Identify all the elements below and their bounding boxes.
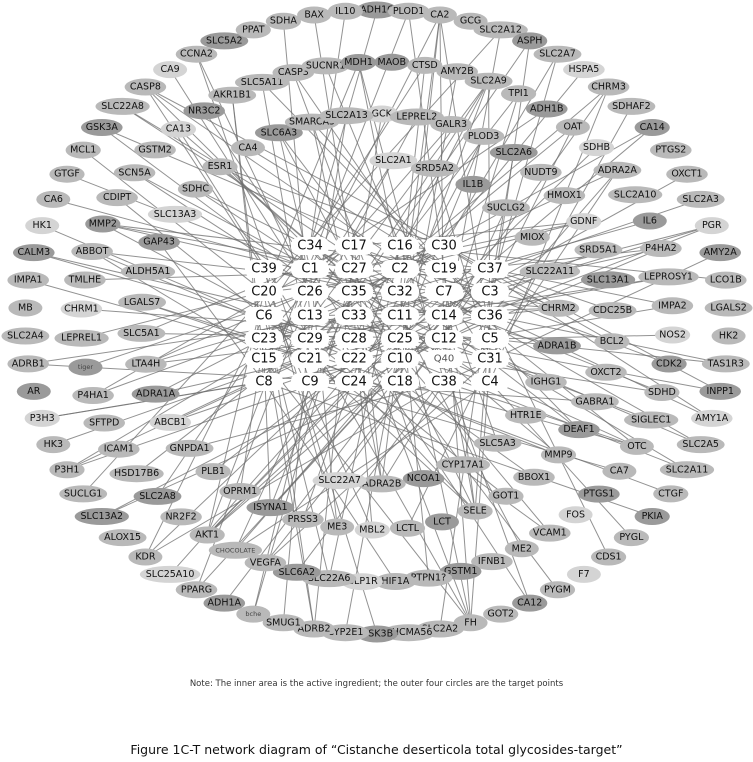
target-label: SIGLEC1 [631, 414, 672, 426]
target-label: P4HA2 [645, 243, 677, 254]
target-label: SDHAF2 [612, 100, 651, 112]
target-label: LTA4H [131, 358, 161, 370]
target-label: VEGFA [249, 557, 281, 569]
target-label: MDH1 [344, 57, 373, 68]
target-label: SCN5A [118, 167, 151, 179]
target-label: F7 [578, 568, 590, 580]
target-label: MAOB [377, 56, 407, 68]
target-label: LEPROSY1 [644, 271, 693, 283]
target-label: BCL2 [599, 336, 625, 348]
target-label: ISYNA1 [253, 502, 288, 514]
ingredient-label: C10 [387, 351, 413, 367]
target-label: P3H1 [54, 464, 80, 476]
target-label: MBL2 [359, 524, 386, 536]
ingredient-label: C9 [301, 374, 319, 390]
ingredient-label: C17 [341, 238, 367, 254]
target-label: PKIA [641, 511, 663, 522]
ingredient-label: C39 [251, 261, 277, 277]
target-label: ADRB2 [297, 623, 331, 635]
target-label: ESR1 [207, 161, 233, 173]
target-label: SLC2A11 [665, 464, 709, 476]
target-label: CA13 [165, 123, 192, 135]
target-label: SLC22A8 [101, 100, 144, 112]
ingredient-label: C37 [477, 261, 503, 277]
target-label: bche [245, 610, 262, 619]
target-label: LCTL [395, 522, 420, 534]
target-label: SUCNR1 [305, 60, 346, 72]
target-label: HK1 [32, 220, 52, 232]
target-label: NCOA1 [406, 473, 441, 485]
ingredient-label: C38 [431, 374, 457, 390]
target-label: FOS [566, 509, 586, 521]
target-label: SLC2A3 [682, 193, 719, 205]
target-label: GDNF [570, 216, 598, 228]
target-label: LEPREL2 [396, 111, 438, 123]
target-label: ADRB1 [11, 358, 45, 370]
target-label: FH [464, 617, 477, 629]
ingredient-label: C15 [251, 351, 277, 367]
target-label: GSTM2 [138, 144, 172, 156]
target-label: SLC5A2 [206, 35, 243, 47]
ingredient-label: C12 [431, 331, 457, 347]
ingredient-label: C28 [341, 331, 367, 347]
target-label: HK2 [718, 330, 739, 342]
target-label: DEAF1 [563, 424, 595, 436]
target-label: SLC5A3 [479, 437, 516, 449]
ingredient-label: C13 [297, 308, 323, 324]
target-label: IGHG1 [530, 376, 562, 388]
target-label: GALR3 [435, 119, 468, 130]
target-label: SLC6A2 [278, 566, 316, 578]
target-label: PRSS3 [287, 514, 319, 525]
target-label: PYGL [619, 532, 644, 544]
target-label: CASP8 [129, 81, 161, 93]
ingredient-label: C20 [251, 284, 277, 300]
target-label: SDHB [582, 142, 611, 154]
target-label: GNPDA1 [169, 442, 210, 454]
ingredient-label: C16 [387, 238, 413, 254]
target-label: MMP2 [88, 218, 117, 230]
target-label: SLC2A9 [470, 75, 507, 87]
target-label: PYGM [544, 584, 571, 596]
target-label: OAT [563, 121, 583, 133]
ingredient-label: C11 [387, 308, 413, 324]
ingredient-label: C23 [251, 331, 277, 347]
target-label: SLC6A3 [260, 127, 298, 139]
target-label: CASP3 [277, 67, 309, 79]
target-label: PPAT [242, 24, 265, 36]
target-label: ASPH [516, 35, 543, 47]
target-label: SDHA [269, 15, 297, 27]
target-label: ADH1C [360, 4, 394, 16]
target-label: BAX [304, 9, 324, 21]
target-label: NR3C2 [187, 105, 221, 117]
target-label: GCK [371, 108, 392, 120]
ingredient-label: C1 [301, 261, 319, 277]
target-label: ABCB1 [154, 416, 187, 428]
target-label: IL10 [335, 5, 356, 17]
target-label: KDR [135, 551, 156, 563]
target-label: NR2F2 [165, 511, 197, 523]
ingredient-label: C25 [387, 331, 413, 347]
target-label: SLC13A3 [153, 208, 197, 220]
target-label: SLC13A2 [80, 511, 124, 522]
ingredient-label: C33 [341, 308, 367, 324]
target-label: GAP43 [143, 236, 175, 248]
target-label: SLC22A6 [307, 573, 351, 585]
target-label: AKT1 [195, 529, 220, 541]
target-label: CDC25B [593, 305, 633, 317]
ingredient-label: C22 [341, 351, 367, 367]
target-label: IL1B [462, 178, 484, 190]
target-label: GOT1 [492, 490, 520, 502]
figure-note: Note: The inner area is the active ingredient; the outer four circles are the target points [189, 679, 564, 689]
target-label: ME3 [327, 521, 348, 533]
target-label: HSPA5 [568, 64, 600, 76]
ingredient-label: C19 [431, 261, 457, 277]
ingredient-label: C30 [431, 238, 457, 254]
target-label: GSTM1 [443, 565, 478, 577]
target-label: tiger [77, 363, 94, 372]
target-label: ADRA1B [537, 340, 577, 352]
target-label: OTC [627, 440, 647, 452]
target-label: AMY2B [440, 66, 474, 78]
target-label: ADH1B [530, 103, 564, 115]
target-label: CA2 [430, 9, 450, 21]
target-label: CA14 [639, 122, 665, 133]
target-label: NOS2 [659, 329, 686, 341]
target-label: MCL1 [70, 144, 97, 156]
target-label: SLC22A7 [318, 475, 361, 487]
target-label: CTGF [658, 488, 684, 500]
target-label: CALM3 [17, 247, 51, 259]
ingredient-label: C4 [481, 374, 499, 390]
target-label: CTSD [411, 59, 438, 71]
ingredient-label: C14 [431, 308, 457, 324]
target-label: SMUG1 [266, 617, 301, 629]
target-label: TPI1 [508, 88, 529, 100]
target-label: PTPN1? [410, 572, 447, 584]
target-label: LGALS2 [710, 302, 747, 314]
target-label: PGR [701, 220, 722, 232]
target-label: P4HA1 [77, 390, 109, 401]
target-label: NUDT9 [524, 166, 558, 178]
ingredient-label: C36 [477, 308, 503, 324]
target-label: CA4 [238, 142, 258, 154]
ingredient-label: C18 [387, 374, 413, 390]
target-label: ALDH5A1 [125, 266, 171, 278]
target-label: CA7 [609, 465, 629, 477]
target-label: CYP2E1 [327, 627, 364, 639]
target-label: OXCT1 [671, 168, 703, 180]
target-label: SLC2A10 [613, 189, 657, 201]
target-label: CHRM2 [541, 302, 576, 314]
target-label: CHRM3 [591, 81, 626, 93]
target-label: SLC13A1 [586, 274, 630, 286]
target-label: SDHC [181, 183, 210, 195]
target-label: CCNA2 [180, 48, 213, 60]
target-label: LEPREL1 [61, 332, 103, 344]
target-label: SMARCA5 [288, 116, 336, 128]
target-label: ME2 [511, 543, 532, 555]
figure-caption: Figure 1C-T network diagram of “Cistanche deserticola total glycosides-target” [130, 742, 623, 757]
target-label: AMY2A [703, 247, 737, 259]
target-label: PTGS1 [583, 488, 615, 500]
target-label: ADRA2A [597, 164, 637, 176]
ingredient-label: C29 [297, 331, 323, 347]
ingredient-label: C32 [387, 284, 413, 300]
target-label: OXCT2 [590, 366, 622, 378]
target-label: SUCLG1 [64, 488, 103, 500]
ingredient-label: C5 [481, 331, 499, 347]
target-label: GCG [459, 15, 482, 27]
target-label: INPP1 [706, 385, 734, 397]
target-label: TMLHE [68, 274, 102, 286]
target-label: IL6 [642, 215, 657, 227]
target-label: GLP1R [346, 576, 378, 588]
target-label: CDK2 [655, 358, 683, 370]
target-label: CDS1 [595, 551, 622, 563]
target-label: CDIPT [102, 192, 132, 204]
target-label: CA9 [160, 64, 180, 76]
target-label: SRD5A1 [579, 244, 618, 256]
ingredient-label: C3 [481, 284, 499, 300]
target-label: PLOD1 [392, 5, 425, 17]
target-label: HK3 [43, 439, 64, 451]
target-label: IMPA2 [658, 300, 687, 312]
ingredient-label: C34 [297, 238, 323, 254]
target-label: HIF1A [381, 576, 410, 587]
target-label: SLC2A1 [375, 155, 412, 167]
target-label: PLB1 [201, 466, 225, 478]
ingredient-label: C6 [255, 308, 273, 324]
target-label: TAS1R3 [707, 358, 744, 370]
target-label: SUCLG2 [486, 202, 526, 214]
target-label: HSD17B6 [114, 468, 160, 480]
target-label: IFNB1 [477, 556, 506, 568]
target-label: GSK3A [85, 122, 118, 133]
target-label: SLC2A2 [421, 623, 459, 635]
network-edge [471, 359, 490, 623]
target-label: AR [27, 385, 41, 397]
target-label: CHRM1 [64, 303, 99, 315]
target-label: ABBOT [75, 246, 109, 257]
target-label: CA12 [517, 597, 543, 609]
target-label: AKR1B1 [213, 89, 252, 101]
target-label: LGALS7 [123, 296, 161, 308]
target-label: HHCMA56 [384, 627, 433, 639]
ingredient-label: C2 [391, 261, 409, 277]
target-label: IMPA1 [13, 274, 43, 286]
target-label: SFTPD [89, 417, 120, 429]
target-label: SLC2A6 [495, 147, 533, 158]
ingredient-label: C21 [297, 351, 323, 367]
ingredient-label: C27 [341, 261, 367, 277]
target-label: PTGS2 [655, 144, 687, 156]
target-label: PLOD3 [467, 130, 500, 142]
target-label: HTR1E [509, 409, 542, 421]
target-label: GABRA1 [575, 396, 615, 408]
target-label: CYP17A1 [441, 459, 485, 471]
target-label: SLC2A13 [325, 110, 368, 122]
target-label: SLC2A7 [539, 48, 576, 60]
target-label: OPRM1 [223, 486, 258, 497]
target-label: VCAM1 [532, 527, 567, 539]
target-label: SLC25A10 [145, 568, 195, 580]
target-label: BBOX1 [517, 471, 551, 483]
ingredient-label: C7 [435, 284, 453, 300]
target-label: AMY1A [695, 412, 729, 424]
target-label: MB [18, 302, 33, 314]
target-label: ADRA1A [136, 388, 176, 400]
ingredient-label: C8 [255, 374, 273, 390]
target-label: MMP9 [544, 449, 573, 461]
target-label: GTGF [54, 168, 80, 180]
target-label: SRD5A2 [415, 162, 454, 174]
ingredient-label: C31 [477, 351, 503, 367]
target-label: SLC2A4 [7, 330, 44, 342]
target-label: ADH1A [207, 597, 242, 609]
target-label: LCT [433, 516, 451, 528]
target-label: SLC2A8 [139, 490, 176, 502]
target-label: P3H3 [29, 412, 55, 424]
target-label: SLC22A11 [525, 266, 575, 277]
target-label: GSK3B [360, 628, 394, 640]
target-label: CA6 [43, 193, 63, 205]
ingredient-label: C24 [341, 374, 367, 390]
network-edge [178, 129, 310, 339]
target-label: GOT2 [487, 608, 515, 620]
target-label: SELE [463, 505, 487, 517]
target-label: ICAM1 [103, 443, 134, 455]
target-label: CHOCOLATE [215, 546, 256, 555]
target-label: MIOX [520, 231, 545, 243]
target-label: ALOX15 [104, 532, 142, 544]
target-label: SDHD [647, 387, 676, 398]
target-label: SLC5A11 [240, 76, 284, 88]
target-label: SLC5A1 [123, 327, 160, 339]
target-label: HMOX1 [547, 190, 582, 202]
target-label: PPARG [180, 584, 213, 596]
target-label: SLC2A12 [479, 24, 522, 36]
ingredient-label: C35 [341, 284, 367, 300]
ingredient-label: C26 [297, 284, 323, 300]
target-label: LCO1B [709, 274, 742, 286]
target-label: ADRA2B [362, 478, 402, 490]
target-label: SLC2A5 [682, 439, 719, 451]
ingredient-label: Q40 [433, 353, 455, 365]
